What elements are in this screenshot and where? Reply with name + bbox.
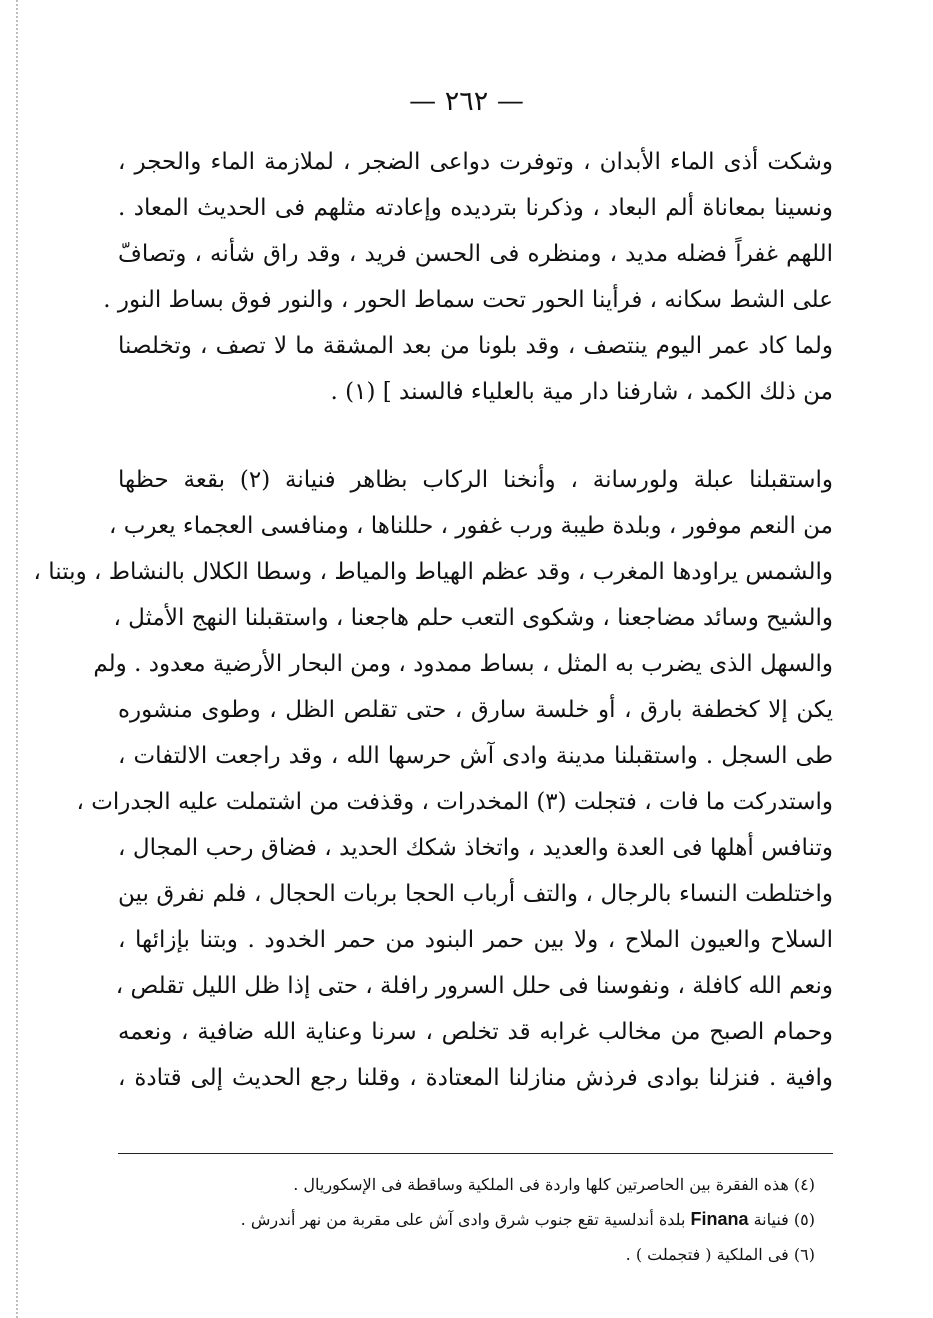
text-line: والشمس يراودها المغرب ، وقد عظم الهياط والمياط ، وسطا الكلال بالنشاط ، وبتنا ،: [33, 559, 833, 585]
footnote-text: فى الملكية ( فتجملت ) .: [625, 1245, 789, 1264]
footnote-text: بلدة أندلسية تقع جنوب شرق وادى آش على مقربة من نهر أندرش .: [240, 1210, 686, 1229]
footnotes: [118, 1167, 833, 1272]
footnote-4: [118, 1167, 833, 1202]
text-line: طى السجل . واستقبلنا مدينة وادى آش حرسها الله ، وقد راجعت الالتفات ،: [118, 743, 833, 769]
footnote-marker: (٤): [793, 1175, 815, 1194]
text-line: وتنافس أهلها فى العدة والعديد ، واتخاذ شكك الحديد ، فضاق رحب المجال ،: [118, 835, 833, 861]
page-number: — ٢٦٢ —: [409, 86, 524, 117]
scan-edge-dots: [16, 0, 18, 1318]
paragraph-2: [33, 457, 833, 1101]
text-line: من ذلك الكمد ، شارفنا دار مية بالعلياء فالسند ] (١) .: [330, 379, 833, 405]
footnote-text: هذه الفقرة بين الحاصرتين كلها واردة فى الملكية وساقطة فى الإسكوريال .: [293, 1175, 789, 1194]
text-line: وشكت أذى الماء الأبدان ، وتوفرت دواعى الضجر ، لملازمة الماء والحجر ،: [118, 149, 833, 175]
paragraph-1: [103, 139, 833, 415]
text-line: على الشط سكانه ، فرأينا الحور تحت سماط الحور ، والنور فوق بساط النور .: [103, 287, 833, 313]
text-line: من النعم موفور ، وبلدة طيبة ورب غفور ، حللناها ، ومنافسى العجماء يعرب ،: [109, 513, 833, 539]
footnote-divider: [118, 1153, 833, 1154]
text-line: والسهل الذى يضرب به المثل ، بساط ممدود ، ومن البحار الأرضية معدود . ولم: [93, 651, 833, 677]
text-line: السلاح والعيون الملاح ، ولا بين حمر البنود من حمر الخدود . وبتنا بإزائها ،: [118, 927, 833, 953]
text-line: يكن إلا كخطفة بارق ، أو خلسة سارق ، حتى تقلص الظل ، وطوى منشوره: [118, 697, 833, 723]
footnote-6: [118, 1237, 833, 1272]
text-line: والشيح وسائد مضاجعنا ، وشكوى التعب حلم هاجعنا ، واستقبلنا النهج الأمثل ،: [113, 605, 833, 631]
text-line: واستدركت ما فات ، فتجلت (٣) المخدرات ، وقذفت من اشتملت عليه الجدرات ،: [76, 789, 833, 815]
footnote-text: فنيانة: [753, 1210, 789, 1229]
text-line: وحمام الصبح من مخالب غرابه قد تخلص ، سرنا وعناية الله ضافية ، ونعمه: [118, 1019, 833, 1045]
text-line: واستقبلنا عبلة ولورسانة ، وأنخنا الركاب بظاهر فنيانة (٢) بقعة حظها: [118, 467, 833, 493]
text-line: واختلطت النساء بالرجال ، والتف أرباب الحجا بربات الحجال ، فلم نفرق بين: [118, 881, 833, 907]
text-line: وافية . فنزلنا بوادى فرذش منازلنا المعتادة ، وقلنا رجع الحديث إلى قتادة ،: [118, 1065, 833, 1091]
footnote-latin-term: Finana: [690, 1209, 749, 1229]
text-line: ونسينا بمعاناة ألم البعاد ، وذكرنا بترديده وإعادته مثلهم فى الحديث المعاد .: [118, 195, 833, 221]
text-line: اللهم غفراً فضله مديد ، ومنظره فى الحسن فريد ، وقد راق شأنه ، وتصافّ: [118, 241, 833, 267]
text-line: ونعم الله كافلة ، ونفوسنا فى حلل السرور رافلة ، حتى إذا ظل الليل تقلص ،: [115, 973, 833, 999]
footnote-marker: (٦): [793, 1245, 815, 1264]
text-line: ولما كاد عمر اليوم ينتصف ، وقد بلونا من بعد المشقة ما لا تصف ، وتخلصنا: [118, 333, 833, 359]
footnote-marker: (٥): [793, 1210, 815, 1229]
footnote-5: [118, 1202, 833, 1237]
